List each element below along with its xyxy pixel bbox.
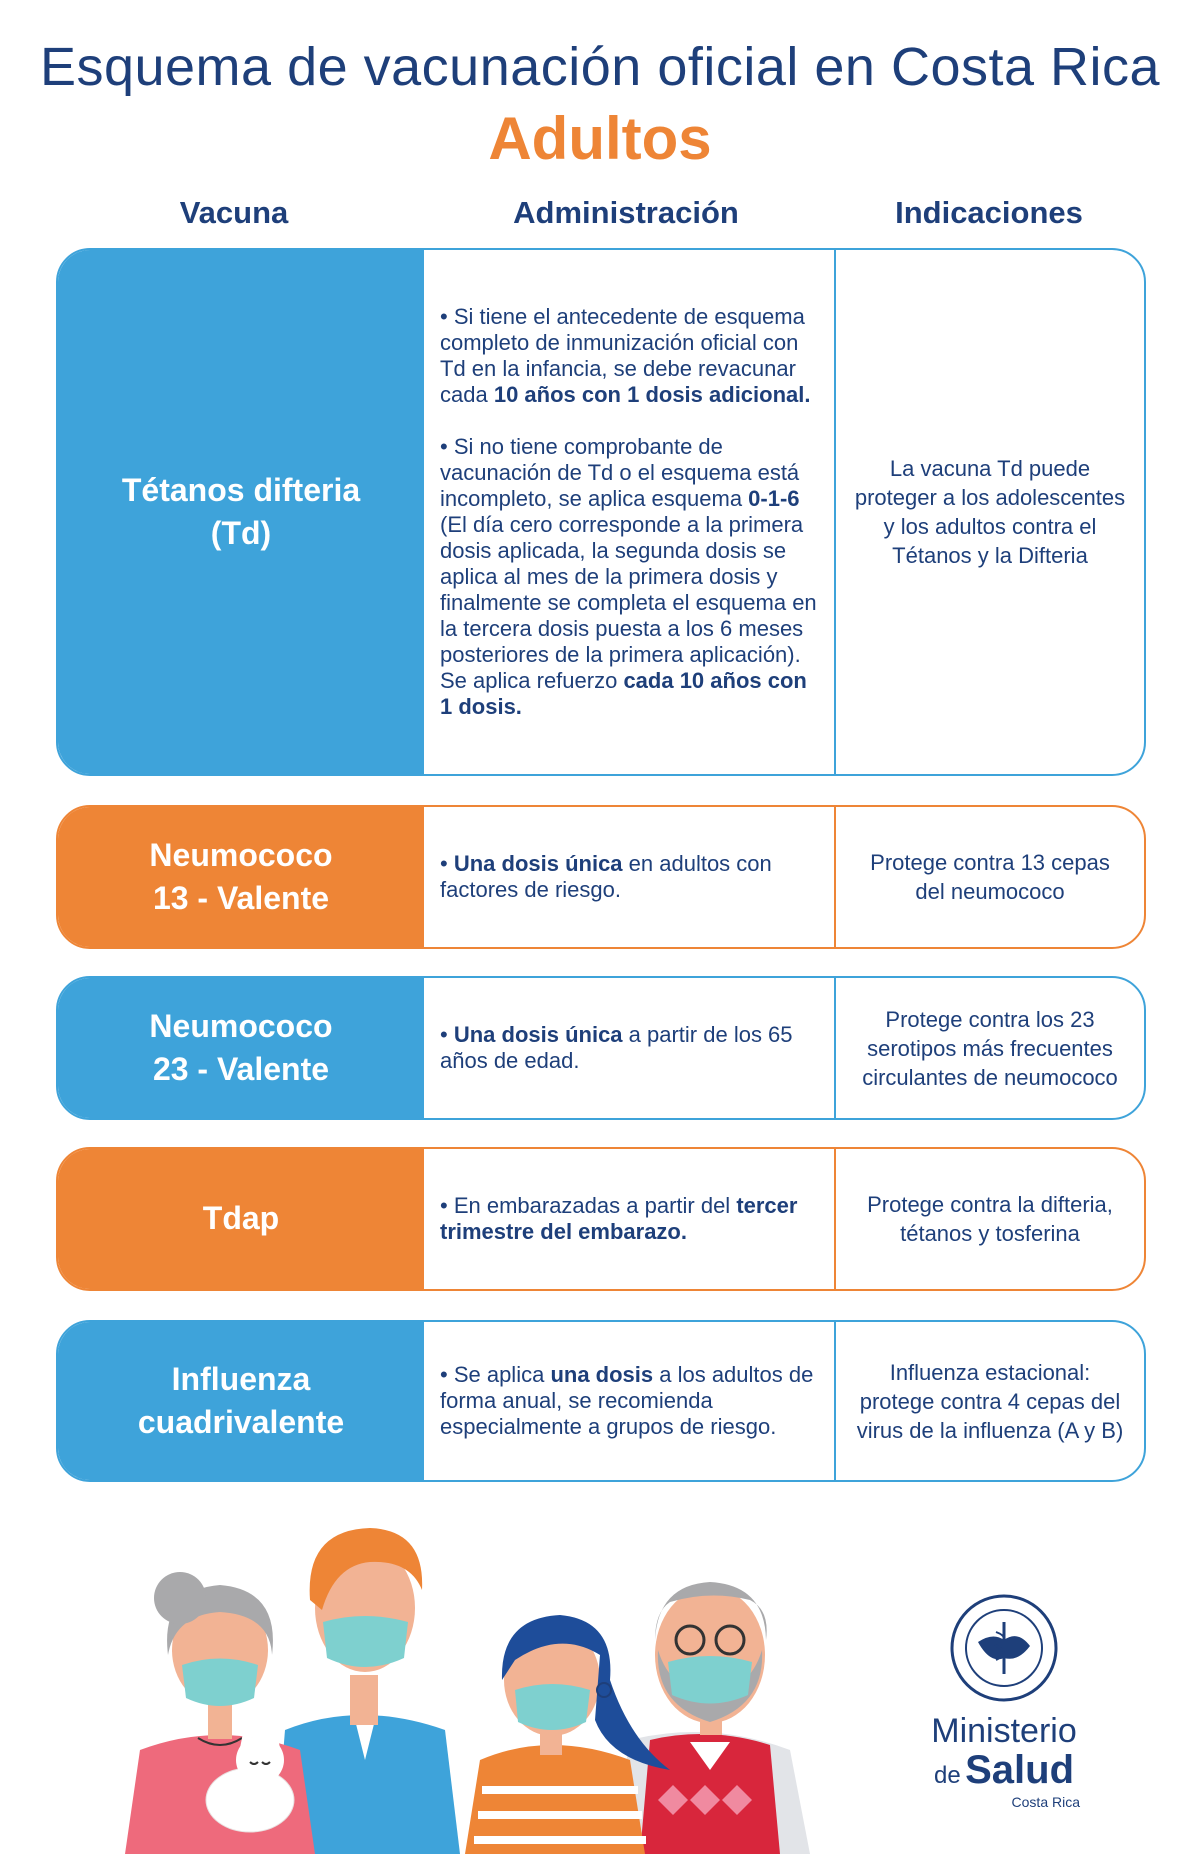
vaccine-row-neumococo-13 bbox=[56, 805, 1146, 949]
indication-cell: Protege contra los 23 serotipos más frecuentes circulantes de neumococo bbox=[862, 1006, 1118, 1090]
older-woman-figure bbox=[125, 1572, 315, 1854]
administration-cell bbox=[424, 807, 836, 947]
vaccine-name-cell bbox=[58, 1322, 424, 1480]
administration-paragraph bbox=[440, 1193, 820, 1245]
page-title: Esquema de vacunación oficial en Costa Rica bbox=[39, 37, 1161, 97]
administration-paragraph bbox=[440, 434, 820, 720]
administration-text: • Si tiene el antecedente de esquema completo de inmunización oficial con Td en la infancia, se debe revacunar cada bbox=[440, 304, 805, 407]
administration-text: • Se aplica bbox=[440, 1362, 551, 1387]
administration-paragraph bbox=[440, 1362, 820, 1440]
administration-bold: tercer trimestre del embarazo. bbox=[440, 1193, 798, 1244]
vaccine-name: Neumococo bbox=[149, 1007, 333, 1044]
vaccine-name: Tdap bbox=[202, 1200, 280, 1237]
vaccine-name-sub: 13 - Valente bbox=[152, 880, 330, 916]
page-subtitle: Adultos bbox=[488, 105, 712, 172]
column-header-administracion: Administración bbox=[513, 195, 739, 230]
administration-paragraph bbox=[440, 1022, 820, 1074]
administration-text: en adultos con factores de riesgo. bbox=[440, 851, 772, 902]
logo-de-salud bbox=[904, 1748, 1104, 1793]
logo-de: de bbox=[933, 1762, 961, 1789]
administration-text: a los adultos de forma anual, se recomienda especialmente a grupos de riesgo. bbox=[440, 1362, 814, 1439]
administration-cell bbox=[424, 1322, 836, 1480]
administration-cell bbox=[424, 250, 836, 774]
administration-bold: 0-1-6 bbox=[748, 486, 800, 511]
vaccine-name-cell bbox=[58, 807, 424, 947]
administration-bold: cada 10 años con 1 dosis. bbox=[440, 668, 807, 719]
administration-cell bbox=[424, 978, 836, 1118]
administration-bold: una dosis bbox=[550, 1362, 654, 1387]
young-woman-figure bbox=[465, 1615, 670, 1854]
vaccine-name-sub: (Td) bbox=[210, 515, 272, 551]
logo-ministerio: Ministerio bbox=[931, 1712, 1077, 1750]
indication-cell: Protege contra la difteria, tétanos y tosferina bbox=[867, 1192, 1113, 1246]
vaccine-name: Neumococo bbox=[149, 836, 333, 873]
vaccine-row-tdap bbox=[56, 1147, 1146, 1291]
vaccine-row-neumococo-23 bbox=[56, 976, 1146, 1120]
indication-cell: Protege contra 13 cepas del neumococo bbox=[870, 850, 1110, 904]
ministerio-salud-seal-icon bbox=[948, 1592, 1060, 1704]
administration-paragraph bbox=[440, 304, 820, 408]
indication-cell: La vacuna Td puede proteger a los adolescentes y los adultos contra el Tétanos y la Difteria bbox=[854, 456, 1126, 568]
column-header-vacuna: Vacuna bbox=[179, 195, 289, 230]
administration-cell bbox=[424, 1149, 836, 1289]
administration-text: • En embarazadas a partir del bbox=[440, 1193, 737, 1218]
vaccine-name: Tétanos difteria bbox=[121, 471, 361, 508]
people-masks-illustration bbox=[110, 1490, 870, 1854]
column-header-indicaciones: Indicaciones bbox=[895, 195, 1083, 230]
administration-text: (El día cero corresponde a la primera dosis aplicada, la segunda dosis se aplica al mes de la primera dosis y finalmente se completa el esquema en la tercera dosis puesta a los 6 meses posteriores de la primera aplicación). Se aplica refuerzo bbox=[440, 512, 817, 693]
indication-cell: Influenza estacional: protege contra 4 cepas del virus de la influenza (A y B) bbox=[856, 1359, 1124, 1443]
logo-salud: Salud bbox=[965, 1748, 1075, 1792]
administration-bold: Una dosis única bbox=[453, 851, 623, 876]
vaccine-row-td bbox=[56, 248, 1146, 776]
administration-text: • bbox=[440, 851, 454, 876]
vaccine-row-influenza bbox=[56, 1320, 1146, 1482]
administration-text: • bbox=[440, 1022, 454, 1047]
vaccine-name: Influenza bbox=[171, 1360, 311, 1397]
administration-text: • Si no tiene comprobante de vacunación de Td o el esquema está incompleto, se aplica esquema bbox=[440, 434, 800, 511]
administration-text: a partir de los 65 años de edad. bbox=[440, 1022, 793, 1073]
vaccine-name-sub: 23 - Valente bbox=[152, 1051, 330, 1087]
vaccine-name-cell bbox=[58, 250, 424, 774]
administration-bold: Una dosis única bbox=[453, 1022, 623, 1047]
vaccine-name-cell bbox=[58, 978, 424, 1118]
administration-bold: 10 años con 1 dosis adicional. bbox=[493, 382, 811, 407]
vaccine-name-sub: cuadrivalente bbox=[137, 1404, 345, 1440]
administration-paragraph bbox=[440, 851, 820, 903]
vaccine-name-cell bbox=[58, 1149, 424, 1289]
logo-country: Costa Rica bbox=[1011, 1794, 1080, 1810]
